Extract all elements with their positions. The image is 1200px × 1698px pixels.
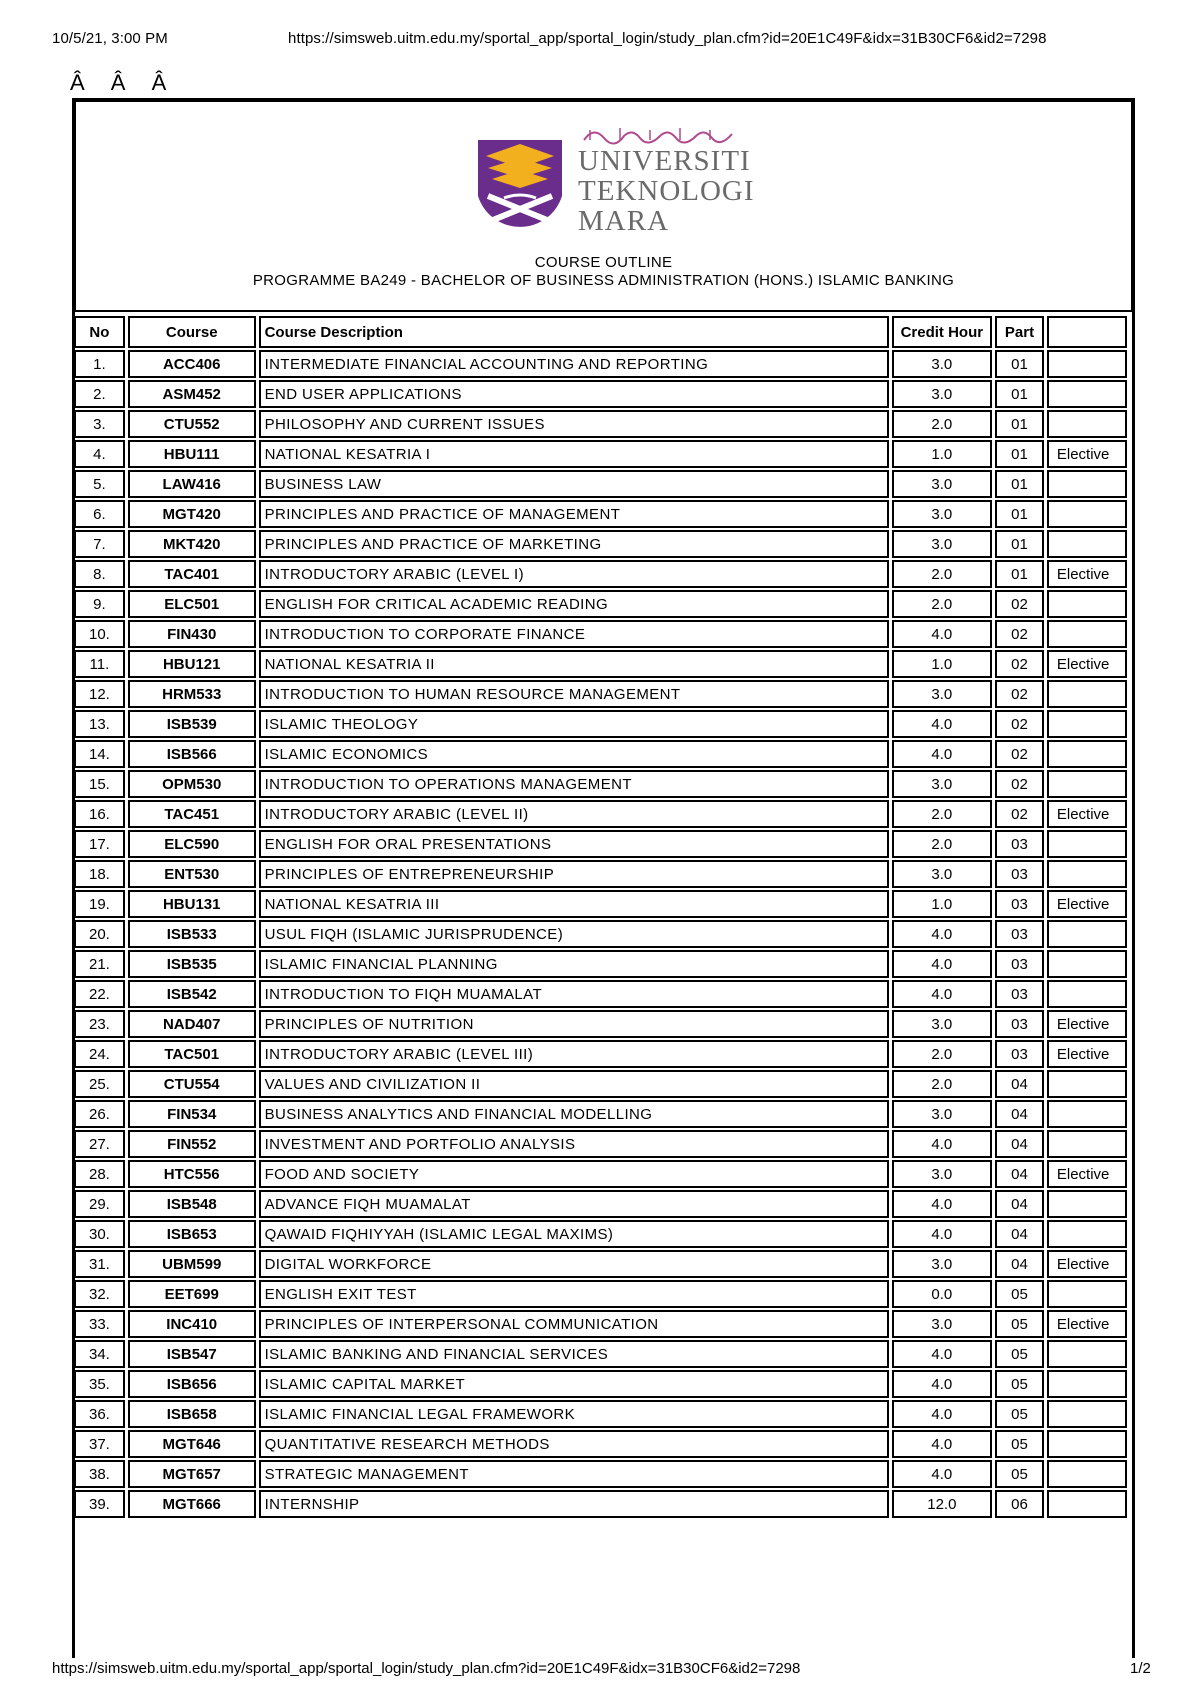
elective-flag (1047, 770, 1127, 798)
elective-flag: Elective (1047, 800, 1127, 828)
course-code: TAC401 (128, 560, 256, 588)
part: 03 (995, 890, 1044, 918)
row-number: 4. (74, 440, 125, 468)
row-number: 31. (74, 1250, 125, 1278)
print-header-url: https://simsweb.uitm.edu.my/sportal_app/sportal_login/study_plan.cfm?id=20E1C49F&idx=31B30CF6&id2=7298 (288, 30, 1047, 47)
table-row (74, 1220, 1127, 1248)
course-description: QAWAID FIQHIYYAH (ISLAMIC LEGAL MAXIMS) (259, 1220, 889, 1248)
course-code: ASM452 (128, 380, 256, 408)
course-code: CTU552 (128, 410, 256, 438)
elective-flag (1047, 1130, 1127, 1158)
credit-hour: 3.0 (892, 1310, 993, 1338)
course-description: NATIONAL KESATRIA I (259, 440, 889, 468)
credit-hour: 3.0 (892, 860, 993, 888)
elective-flag (1047, 1220, 1127, 1248)
course-code: ISB548 (128, 1190, 256, 1218)
row-number: 13. (74, 710, 125, 738)
row-number: 8. (74, 560, 125, 588)
elective-flag: Elective (1047, 890, 1127, 918)
elective-flag (1047, 1280, 1127, 1308)
row-number: 38. (74, 1460, 125, 1488)
course-description: FOOD AND SOCIETY (259, 1160, 889, 1188)
row-number: 6. (74, 500, 125, 528)
table-row (74, 1160, 1127, 1188)
credit-hour: 4.0 (892, 620, 993, 648)
credit-hour: 2.0 (892, 1070, 993, 1098)
part: 01 (995, 410, 1044, 438)
course-code: ISB533 (128, 920, 256, 948)
row-number: 36. (74, 1400, 125, 1428)
part: 03 (995, 980, 1044, 1008)
table-row (74, 830, 1127, 858)
course-description: PRINCIPLES OF ENTREPRENEURSHIP (259, 860, 889, 888)
table-row (74, 1100, 1127, 1128)
table-row (74, 1130, 1127, 1158)
table-row (74, 1280, 1127, 1308)
part: 05 (995, 1460, 1044, 1488)
part: 05 (995, 1280, 1044, 1308)
elective-flag (1047, 350, 1127, 378)
uitm-crest-icon (474, 136, 566, 246)
course-code: ISB653 (128, 1220, 256, 1248)
elective-flag (1047, 920, 1127, 948)
uitm-logo (474, 124, 774, 244)
table-row (74, 1370, 1127, 1398)
part: 04 (995, 1100, 1044, 1128)
table-row (74, 1430, 1127, 1458)
part: 01 (995, 470, 1044, 498)
course-code: OPM530 (128, 770, 256, 798)
elective-flag (1047, 1190, 1127, 1218)
credit-hour: 4.0 (892, 1430, 993, 1458)
elective-flag (1047, 620, 1127, 648)
part: 04 (995, 1190, 1044, 1218)
course-description: INTRODUCTION TO CORPORATE FINANCE (259, 620, 889, 648)
table-row (74, 440, 1127, 468)
row-number: 30. (74, 1220, 125, 1248)
row-number: 22. (74, 980, 125, 1008)
programme-name: PROGRAMME BA249 - BACHELOR OF BUSINESS ADMINISTRATION (HONS.) ISLAMIC BANKING (252, 272, 955, 289)
elective-flag: Elective (1047, 560, 1127, 588)
elective-flag (1047, 500, 1127, 528)
table-row (74, 800, 1127, 828)
table-row (74, 680, 1127, 708)
credit-hour: 4.0 (892, 980, 993, 1008)
page-number: 1/2 (1130, 1660, 1151, 1677)
table-row (74, 1190, 1127, 1218)
row-number: 21. (74, 950, 125, 978)
course-description: PRINCIPLES OF INTERPERSONAL COMMUNICATION (259, 1310, 889, 1338)
part: 04 (995, 1220, 1044, 1248)
course-code: HBU121 (128, 650, 256, 678)
course-description: QUANTITATIVE RESEARCH METHODS (259, 1430, 889, 1458)
row-number: 23. (74, 1010, 125, 1038)
logo-line-1: UNIVERSITI (578, 145, 751, 177)
elective-flag (1047, 740, 1127, 768)
table-row (74, 1070, 1127, 1098)
elective-flag (1047, 1070, 1127, 1098)
part: 05 (995, 1430, 1044, 1458)
table-row (74, 470, 1127, 498)
logo-line-3: MARA (578, 205, 670, 237)
logo-line-2: TEKNOLOGI (578, 175, 755, 207)
course-code: MKT420 (128, 530, 256, 558)
credit-hour: 4.0 (892, 1340, 993, 1368)
part: 02 (995, 620, 1044, 648)
elective-flag: Elective (1047, 1160, 1127, 1188)
elective-flag (1047, 1340, 1127, 1368)
table-row (74, 770, 1127, 798)
credit-hour: 1.0 (892, 440, 993, 468)
elective-flag: Elective (1047, 650, 1127, 678)
course-description: ISLAMIC CAPITAL MARKET (259, 1370, 889, 1398)
table-row (74, 920, 1127, 948)
row-number: 32. (74, 1280, 125, 1308)
table-row (74, 710, 1127, 738)
course-description: INTRODUCTION TO HUMAN RESOURCE MANAGEMENT (259, 680, 889, 708)
table-row (74, 650, 1127, 678)
table-row (74, 1250, 1127, 1278)
row-number: 7. (74, 530, 125, 558)
course-code: ISB547 (128, 1340, 256, 1368)
row-number: 25. (74, 1070, 125, 1098)
elective-flag (1047, 680, 1127, 708)
elective-flag (1047, 1460, 1127, 1488)
elective-flag (1047, 980, 1127, 1008)
row-number: 3. (74, 410, 125, 438)
credit-hour: 1.0 (892, 890, 993, 918)
header-course: Course (128, 316, 256, 348)
part: 03 (995, 950, 1044, 978)
elective-flag (1047, 470, 1127, 498)
course-description: INTRODUCTORY ARABIC (LEVEL II) (259, 800, 889, 828)
row-number: 1. (74, 350, 125, 378)
credit-hour: 4.0 (892, 1400, 993, 1428)
row-number: 11. (74, 650, 125, 678)
course-code: FIN534 (128, 1100, 256, 1128)
course-description: INTERMEDIATE FINANCIAL ACCOUNTING AND REPORTING (259, 350, 889, 378)
course-description: ADVANCE FIQH MUAMALAT (259, 1190, 889, 1218)
row-number: 35. (74, 1370, 125, 1398)
course-description: INTRODUCTION TO OPERATIONS MANAGEMENT (259, 770, 889, 798)
credit-hour: 3.0 (892, 1100, 993, 1128)
part: 04 (995, 1250, 1044, 1278)
course-description: BUSINESS LAW (259, 470, 889, 498)
table-row (74, 890, 1127, 918)
course-outline-header (74, 100, 1133, 312)
table-row (74, 560, 1127, 588)
table-row (74, 1340, 1127, 1368)
part: 02 (995, 680, 1044, 708)
credit-hour: 4.0 (892, 710, 993, 738)
course-description: ISLAMIC FINANCIAL LEGAL FRAMEWORK (259, 1400, 889, 1428)
print-footer-url: https://simsweb.uitm.edu.my/sportal_app/sportal_login/study_plan.cfm?id=20E1C49F&idx=31B30CF6&id2=7298 (52, 1660, 801, 1677)
course-code: ISB542 (128, 980, 256, 1008)
table-row (74, 1040, 1127, 1068)
table-row (74, 980, 1127, 1008)
credit-hour: 3.0 (892, 1250, 993, 1278)
course-code: CTU554 (128, 1070, 256, 1098)
credit-hour: 4.0 (892, 1190, 993, 1218)
elective-flag (1047, 530, 1127, 558)
elective-flag (1047, 1490, 1127, 1518)
course-description: INTRODUCTORY ARABIC (LEVEL III) (259, 1040, 889, 1068)
table-row (74, 1460, 1127, 1488)
credit-hour: 4.0 (892, 1220, 993, 1248)
row-number: 33. (74, 1310, 125, 1338)
row-number: 37. (74, 1430, 125, 1458)
credit-hour: 1.0 (892, 650, 993, 678)
row-number: 26. (74, 1100, 125, 1128)
elective-flag (1047, 950, 1127, 978)
elective-flag: Elective (1047, 1010, 1127, 1038)
table-row (74, 860, 1127, 888)
course-description: ISLAMIC BANKING AND FINANCIAL SERVICES (259, 1340, 889, 1368)
course-table-body (74, 350, 1127, 1518)
header-description: Course Description (259, 316, 889, 348)
course-code: MGT420 (128, 500, 256, 528)
course-description: INTERNSHIP (259, 1490, 889, 1518)
course-code: EET699 (128, 1280, 256, 1308)
table-row (74, 350, 1127, 378)
credit-hour: 3.0 (892, 1010, 993, 1038)
elective-flag (1047, 410, 1127, 438)
credit-hour: 0.0 (892, 1280, 993, 1308)
elective-flag: Elective (1047, 1310, 1127, 1338)
course-code: TAC501 (128, 1040, 256, 1068)
part: 05 (995, 1310, 1044, 1338)
row-number: 2. (74, 380, 125, 408)
course-code: HBU111 (128, 440, 256, 468)
course-code: HRM533 (128, 680, 256, 708)
course-description: ENGLISH FOR ORAL PRESENTATIONS (259, 830, 889, 858)
course-code: NAD407 (128, 1010, 256, 1038)
elective-flag (1047, 590, 1127, 618)
course-code: MGT666 (128, 1490, 256, 1518)
course-table (71, 314, 1130, 1520)
part: 02 (995, 800, 1044, 828)
credit-hour: 2.0 (892, 560, 993, 588)
course-description: ENGLISH FOR CRITICAL ACADEMIC READING (259, 590, 889, 618)
credit-hour: 4.0 (892, 1130, 993, 1158)
row-number: 39. (74, 1490, 125, 1518)
course-code: FIN430 (128, 620, 256, 648)
table-row (74, 1490, 1127, 1518)
part: 03 (995, 1040, 1044, 1068)
table-row (74, 590, 1127, 618)
header-no: No (74, 316, 125, 348)
row-number: 20. (74, 920, 125, 948)
credit-hour: 12.0 (892, 1490, 993, 1518)
course-description: END USER APPLICATIONS (259, 380, 889, 408)
course-description: PRINCIPLES OF NUTRITION (259, 1010, 889, 1038)
course-description: ENGLISH EXIT TEST (259, 1280, 889, 1308)
credit-hour: 3.0 (892, 470, 993, 498)
course-code: INC410 (128, 1310, 256, 1338)
elective-flag (1047, 1400, 1127, 1428)
part: 01 (995, 380, 1044, 408)
part: 01 (995, 500, 1044, 528)
part: 02 (995, 650, 1044, 678)
row-number: 15. (74, 770, 125, 798)
part: 02 (995, 710, 1044, 738)
elective-flag (1047, 860, 1127, 888)
course-code: ISB656 (128, 1370, 256, 1398)
row-number: 29. (74, 1190, 125, 1218)
row-number: 5. (74, 470, 125, 498)
credit-hour: 4.0 (892, 920, 993, 948)
course-description: INTRODUCTION TO FIQH MUAMALAT (259, 980, 889, 1008)
course-description: NATIONAL KESATRIA II (259, 650, 889, 678)
part: 06 (995, 1490, 1044, 1518)
credit-hour: 3.0 (892, 530, 993, 558)
credit-hour: 4.0 (892, 1370, 993, 1398)
table-row (74, 620, 1127, 648)
part: 02 (995, 590, 1044, 618)
credit-hour: 3.0 (892, 680, 993, 708)
course-code: ELC590 (128, 830, 256, 858)
table-row (74, 500, 1127, 528)
course-code: ISB535 (128, 950, 256, 978)
part: 04 (995, 1070, 1044, 1098)
course-description: ISLAMIC FINANCIAL PLANNING (259, 950, 889, 978)
credit-hour: 3.0 (892, 1160, 993, 1188)
elective-flag: Elective (1047, 1250, 1127, 1278)
part: 03 (995, 860, 1044, 888)
part: 05 (995, 1400, 1044, 1428)
table-row (74, 740, 1127, 768)
part: 03 (995, 830, 1044, 858)
course-description: INTRODUCTORY ARABIC (LEVEL I) (259, 560, 889, 588)
course-description: VALUES AND CIVILIZATION II (259, 1070, 889, 1098)
row-number: 9. (74, 590, 125, 618)
elective-flag (1047, 1100, 1127, 1128)
course-description: ISLAMIC THEOLOGY (259, 710, 889, 738)
part: 02 (995, 740, 1044, 768)
course-description: ISLAMIC ECONOMICS (259, 740, 889, 768)
course-code: FIN552 (128, 1130, 256, 1158)
row-number: 14. (74, 740, 125, 768)
part: 04 (995, 1160, 1044, 1188)
part: 01 (995, 440, 1044, 468)
credit-hour: 4.0 (892, 740, 993, 768)
header-note (1047, 316, 1127, 348)
course-code: HTC556 (128, 1160, 256, 1188)
course-code: ACC406 (128, 350, 256, 378)
elective-flag: Elective (1047, 440, 1127, 468)
credit-hour: 3.0 (892, 770, 993, 798)
part: 01 (995, 530, 1044, 558)
table-row (74, 950, 1127, 978)
table-row (74, 530, 1127, 558)
table-row (74, 410, 1127, 438)
course-description: STRATEGIC MANAGEMENT (259, 1460, 889, 1488)
course-code: MGT657 (128, 1460, 256, 1488)
credit-hour: 2.0 (892, 800, 993, 828)
part: 01 (995, 350, 1044, 378)
elective-flag (1047, 380, 1127, 408)
row-number: 28. (74, 1160, 125, 1188)
table-row (74, 380, 1127, 408)
course-code: MGT646 (128, 1430, 256, 1458)
course-code: LAW416 (128, 470, 256, 498)
elective-flag (1047, 1370, 1127, 1398)
course-code: UBM599 (128, 1250, 256, 1278)
row-number: 12. (74, 680, 125, 708)
course-description: INVESTMENT AND PORTFOLIO ANALYSIS (259, 1130, 889, 1158)
credit-hour: 2.0 (892, 590, 993, 618)
course-description: PRINCIPLES AND PRACTICE OF MARKETING (259, 530, 889, 558)
course-code: ISB658 (128, 1400, 256, 1428)
course-description: NATIONAL KESATRIA III (259, 890, 889, 918)
row-number: 16. (74, 800, 125, 828)
row-number: 24. (74, 1040, 125, 1068)
row-number: 18. (74, 860, 125, 888)
elective-flag (1047, 710, 1127, 738)
table-row (74, 1400, 1127, 1428)
part: 01 (995, 560, 1044, 588)
part: 05 (995, 1340, 1044, 1368)
course-description: USUL FIQH (ISLAMIC JURISPRUDENCE) (259, 920, 889, 948)
row-number: 34. (74, 1340, 125, 1368)
row-number: 27. (74, 1130, 125, 1158)
credit-hour: 2.0 (892, 830, 993, 858)
table-row (74, 1310, 1127, 1338)
stray-glyphs: Â Â Â (70, 70, 177, 95)
part: 03 (995, 920, 1044, 948)
course-description: DIGITAL WORKFORCE (259, 1250, 889, 1278)
header-part: Part (995, 316, 1044, 348)
course-description: PHILOSOPHY AND CURRENT ISSUES (259, 410, 889, 438)
part: 03 (995, 1010, 1044, 1038)
part: 05 (995, 1370, 1044, 1398)
elective-flag (1047, 1430, 1127, 1458)
credit-hour: 3.0 (892, 350, 993, 378)
credit-hour: 3.0 (892, 380, 993, 408)
course-code: ISB539 (128, 710, 256, 738)
course-code: ISB566 (128, 740, 256, 768)
part: 02 (995, 770, 1044, 798)
table-row (74, 1010, 1127, 1038)
document-title: COURSE OUTLINE (534, 254, 673, 271)
elective-flag (1047, 830, 1127, 858)
arabic-script-icon (580, 124, 740, 146)
credit-hour: 4.0 (892, 1460, 993, 1488)
row-number: 19. (74, 890, 125, 918)
course-code: ENT530 (128, 860, 256, 888)
credit-hour: 2.0 (892, 1040, 993, 1068)
table-header-row (74, 316, 1127, 348)
print-datetime: 10/5/21, 3:00 PM (52, 30, 168, 47)
elective-flag: Elective (1047, 1040, 1127, 1068)
row-number: 17. (74, 830, 125, 858)
course-code: ELC501 (128, 590, 256, 618)
credit-hour: 2.0 (892, 410, 993, 438)
header-credit-hour: Credit Hour (892, 316, 993, 348)
course-code: HBU131 (128, 890, 256, 918)
credit-hour: 3.0 (892, 500, 993, 528)
credit-hour: 4.0 (892, 950, 993, 978)
course-description: BUSINESS ANALYTICS AND FINANCIAL MODELLING (259, 1100, 889, 1128)
course-code: TAC451 (128, 800, 256, 828)
part: 04 (995, 1130, 1044, 1158)
course-description: PRINCIPLES AND PRACTICE OF MANAGEMENT (259, 500, 889, 528)
logo-wordmark (578, 146, 755, 236)
row-number: 10. (74, 620, 125, 648)
